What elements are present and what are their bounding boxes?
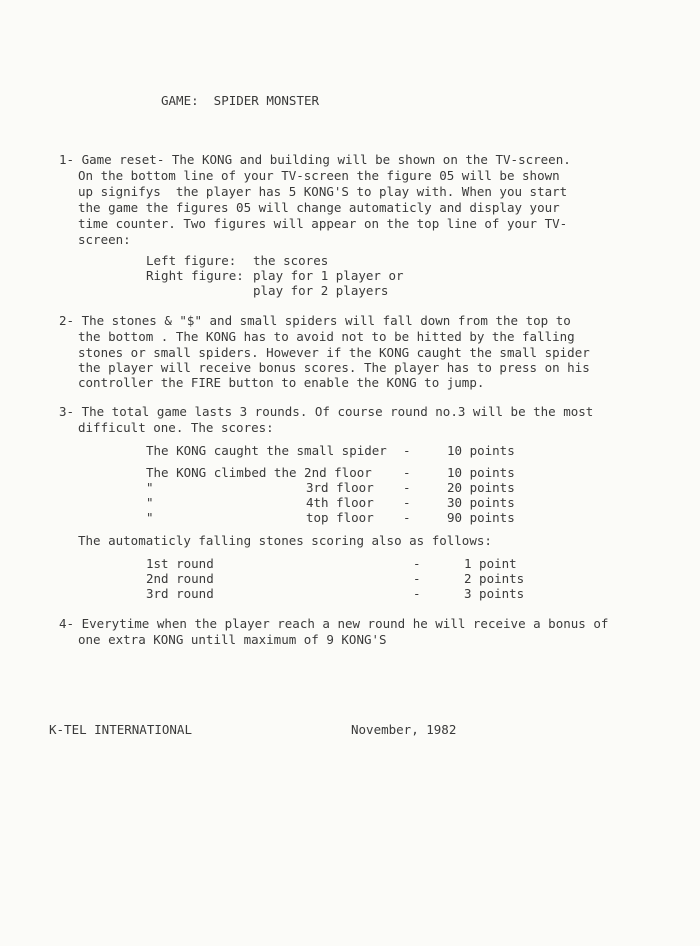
section-3-line-1: 3- The total game lasts 3 rounds. Of course round no.3 will be the most bbox=[59, 404, 594, 419]
score-row-5-points: 90 points bbox=[447, 510, 515, 525]
section-2-line-3: stones or small spiders. However if the KONG caught the small spider bbox=[78, 345, 590, 360]
round-row-2-dash: - bbox=[413, 571, 421, 586]
round-row-2-points: 2 points bbox=[464, 571, 525, 586]
score-row-1-dash: - bbox=[403, 443, 411, 458]
round-row-1-dash: - bbox=[413, 556, 421, 571]
footer-company: K-TEL INTERNATIONAL bbox=[49, 722, 192, 737]
round-row-1-points: 1 point bbox=[464, 556, 517, 571]
section-4-line-1: 4- Everytime when the player reach a new round he will receive a bonus of bbox=[59, 616, 609, 631]
score-row-1-points: 10 points bbox=[447, 443, 515, 458]
footer-date: November, 1982 bbox=[351, 722, 457, 737]
round-row-3-points: 3 points bbox=[464, 586, 525, 601]
round-row-1-label: 1st round bbox=[146, 556, 214, 571]
score-row-2-dash: - bbox=[403, 465, 411, 480]
score-row-5-floor: top floor bbox=[306, 510, 374, 525]
score-row-2-points: 10 points bbox=[447, 465, 515, 480]
round-row-3-label: 3rd round bbox=[146, 586, 214, 601]
round-row-3-dash: - bbox=[413, 586, 421, 601]
score-row-3-dash: - bbox=[403, 480, 411, 495]
section-2-line-4: the player will receive bonus scores. The player has to press on his bbox=[78, 360, 590, 375]
section-1-line-2: On the bottom line of your TV-screen the figure 05 will be shown bbox=[78, 168, 560, 183]
score-row-4-floor: 4th floor bbox=[306, 495, 374, 510]
section-2-line-2: the bottom . The KONG has to avoid not to be hitted by the falling bbox=[78, 329, 575, 344]
right-figure-value-2: play for 2 players bbox=[253, 283, 389, 298]
score-row-4-points: 30 points bbox=[447, 495, 515, 510]
right-figure-value-1: play for 1 player or bbox=[253, 268, 404, 283]
score-row-5-dash: - bbox=[403, 510, 411, 525]
score-row-2-label: The KONG climbed the 2nd floor bbox=[146, 465, 372, 480]
score-row-3-floor: 3rd floor bbox=[306, 480, 374, 495]
right-figure-label: Right figure: bbox=[146, 268, 244, 283]
score-row-3-points: 20 points bbox=[447, 480, 515, 495]
section-4-line-2: one extra KONG untill maximum of 9 KONG'S bbox=[78, 632, 387, 647]
section-1-line-4: the game the figures 05 will change automaticly and display your bbox=[78, 200, 560, 215]
left-figure-label: Left figure: bbox=[146, 253, 237, 268]
score-row-5-ditto: " bbox=[146, 510, 154, 525]
left-figure-value: the scores bbox=[253, 253, 329, 268]
score-row-4-dash: - bbox=[403, 495, 411, 510]
falling-stones-line: The automaticly falling stones scoring also as follows: bbox=[78, 533, 492, 548]
round-row-2-label: 2nd round bbox=[146, 571, 214, 586]
section-1-line-5: time counter. Two figures will appear on the top line of your TV- bbox=[78, 216, 568, 231]
score-row-1-label: The KONG caught the small spider bbox=[146, 443, 387, 458]
section-2-line-1: 2- The stones & "$" and small spiders will fall down from the top to bbox=[59, 313, 571, 328]
score-row-3-ditto: " bbox=[146, 480, 154, 495]
score-row-4-ditto: " bbox=[146, 495, 154, 510]
section-1-line-1: 1- Game reset- The KONG and building will be shown on the TV-screen. bbox=[59, 152, 571, 167]
section-2-line-5: controller the FIRE button to enable the KONG to jump. bbox=[78, 375, 485, 390]
document-title: GAME: SPIDER MONSTER bbox=[161, 93, 320, 108]
section-1-line-6: screen: bbox=[78, 232, 131, 247]
section-1-line-3: up signifys the player has 5 KONG'S to play with. When you start bbox=[78, 184, 568, 199]
section-3-line-2: difficult one. The scores: bbox=[78, 420, 274, 435]
